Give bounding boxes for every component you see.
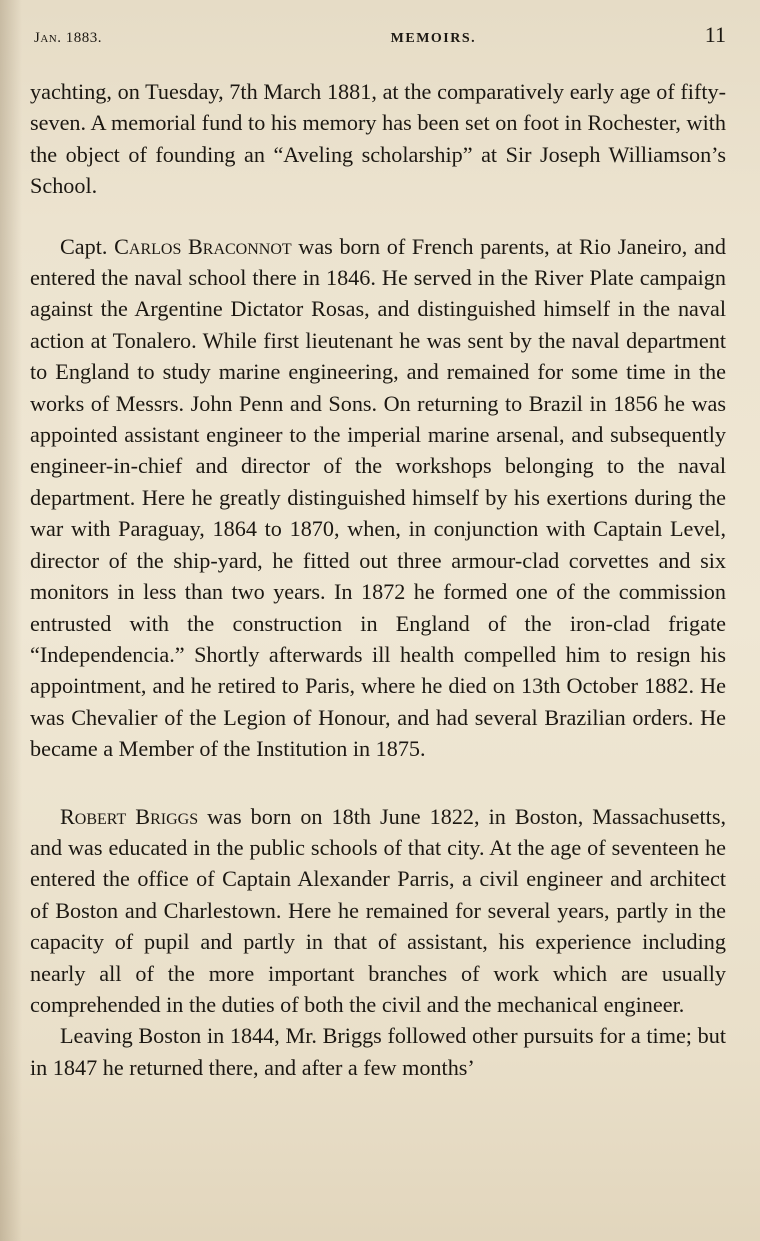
briggs-memoir	[30, 801, 726, 1021]
briggs-text: was born on 18th June 1822, in Boston, Massachusetts, and was educated in the public schools of that city. At the age of seventeen he entered the office of Captain Alexander Parris, a civil engineer and architect of Boston and Charlestown. Here he remained for several years, partly in the capacity of pupil and partly in that of assistant, his experience including nearly all of the more important branches of work which are usually comprehended in the duties of both the civil and the mechanical engineer.	[30, 803, 726, 1017]
running-head	[34, 22, 726, 52]
page-number: 11	[704, 22, 726, 47]
aveling-memoir-conclusion: yachting, on Tuesday, 7th March 1881, at the comparatively early age of fifty-seven. A memorial fund to his memory has been set on foot in Rochester, with the object of founding an “Aveling scholarship” at Sir Joseph Williamson’s School.	[30, 79, 726, 199]
running-head-date: Jan. 1883.	[34, 30, 102, 46]
briggs-memoir-continued: Leaving Boston in 1844, Mr. Briggs followed other pursuits for a time; but in 1847 he returned there, and after a few months’	[30, 1023, 726, 1080]
braconnot-name: Carlos Braconnot	[114, 233, 292, 259]
body-text	[30, 76, 726, 1083]
braconnot-text: was born of French parents, at Rio Janeiro, and entered the naval school there in 1846. He served in the River Plate campaign against the Argentine Dictator Rosas, and distinguished himself in the naval action at Tonalero. While first lieutenant he was sent by the naval department to England to study marine engineering, and remained for some time in the works of Messrs. John Penn and Sons. On returning to Brazil in 1856 he was appointed assistant engineer to the imperial marine arsenal, and subsequently engineer-in-chief and director of the workshops belonging to the naval department. Here he greatly distinguished himself by his exertions during the war with Paraguay, 1864 to 1870, when, in conjunction with Captain Level, director of the ship-yard, he fitted out three armour-clad corvettes and six monitors in less than two years. In 1872 he formed one of the commission entrusted with the construction in England of the iron-clad frigate “Independencia.” Shortly afterwards ill health compelled him to resign his appointment, and he retired to Paris, where he died on 13th October 1882. He was Chevalier of the Legion of Honour, and had several Brazilian orders. He became a Member of the Institution in 1875.	[30, 233, 726, 762]
braconnot-title: Capt.	[60, 233, 115, 259]
briggs-name: Robert Briggs	[60, 803, 199, 829]
braconnot-memoir	[30, 231, 726, 765]
running-head-title: MEMOIRS.	[390, 31, 477, 46]
